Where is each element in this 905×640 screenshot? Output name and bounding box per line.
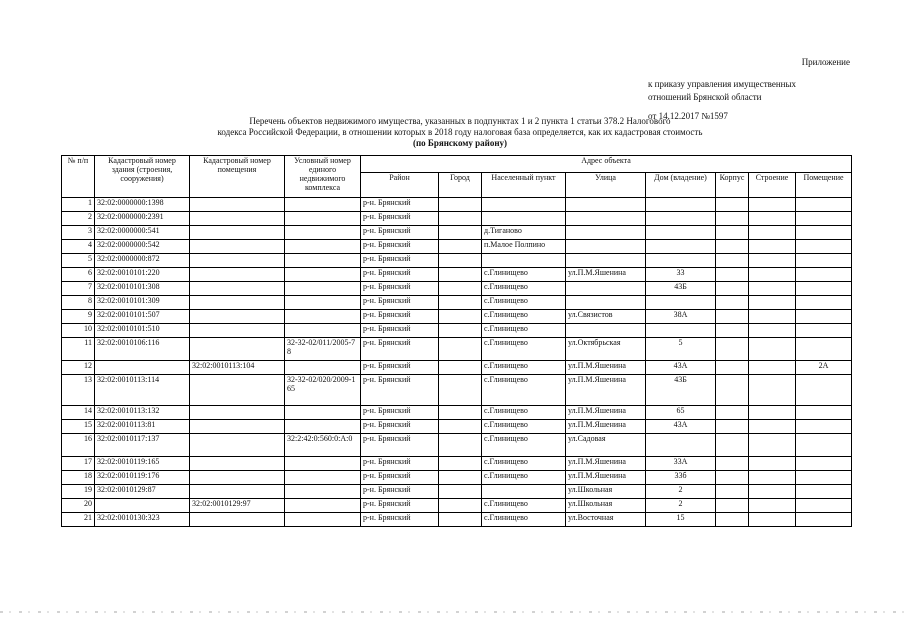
table-row bbox=[62, 240, 852, 254]
cell-premise bbox=[796, 338, 852, 361]
cell-district: р-н. Брянский bbox=[361, 485, 439, 499]
cell-room bbox=[190, 324, 285, 338]
cell-house bbox=[646, 240, 716, 254]
cell-room bbox=[190, 513, 285, 527]
cell-city bbox=[439, 296, 482, 310]
cell-complex bbox=[285, 471, 361, 485]
cell-complex bbox=[285, 485, 361, 499]
cell-city bbox=[439, 226, 482, 240]
cell-korpus bbox=[716, 434, 749, 457]
header-premise: Помещение bbox=[796, 173, 852, 198]
cell-street: ул.Школьная bbox=[566, 499, 646, 513]
cell-n: 7 bbox=[62, 282, 95, 296]
cell-korpus bbox=[716, 338, 749, 361]
cell-n: 9 bbox=[62, 310, 95, 324]
cell-building: 32:02:0000000:542 bbox=[95, 240, 190, 254]
cell-n: 15 bbox=[62, 420, 95, 434]
cell-street: ул.П.М.Яшенина bbox=[566, 420, 646, 434]
cell-room bbox=[190, 338, 285, 361]
cell-korpus bbox=[716, 212, 749, 226]
cell-n: 12 bbox=[62, 361, 95, 375]
table-row bbox=[62, 198, 852, 212]
cell-room bbox=[190, 485, 285, 499]
cell-premise bbox=[796, 434, 852, 457]
cell-settlement: с.Глинищево bbox=[482, 324, 566, 338]
cell-settlement bbox=[482, 254, 566, 268]
cell-street bbox=[566, 324, 646, 338]
cell-settlement: с.Глинищево bbox=[482, 499, 566, 513]
cell-street: ул.Школьная bbox=[566, 485, 646, 499]
cell-district: р-н. Брянский bbox=[361, 240, 439, 254]
cell-n: 21 bbox=[62, 513, 95, 527]
cell-street: ул.П.М.Яшенина bbox=[566, 361, 646, 375]
cell-street: ул.Садовая bbox=[566, 434, 646, 457]
cell-house: 43Б bbox=[646, 282, 716, 296]
cell-house: 43Б bbox=[646, 375, 716, 406]
cell-building: 32:02:0010113:114 bbox=[95, 375, 190, 406]
cell-n: 20 bbox=[62, 499, 95, 513]
cell-building bbox=[95, 361, 190, 375]
cell-street bbox=[566, 226, 646, 240]
header-korpus: Корпус bbox=[716, 173, 749, 198]
cell-building: 32:02:0000000:1398 bbox=[95, 198, 190, 212]
cell-house: 43А bbox=[646, 420, 716, 434]
cell-building: 32:02:0010113:81 bbox=[95, 420, 190, 434]
cell-korpus bbox=[716, 499, 749, 513]
cell-complex bbox=[285, 212, 361, 226]
cell-street bbox=[566, 282, 646, 296]
cell-settlement: д.Тиганово bbox=[482, 226, 566, 240]
table-row bbox=[62, 324, 852, 338]
table-row bbox=[62, 471, 852, 485]
cell-city bbox=[439, 361, 482, 375]
header-complex-number: Условный номер единого недвижимого комплекса bbox=[285, 156, 361, 198]
cell-premise bbox=[796, 226, 852, 240]
cell-premise bbox=[796, 457, 852, 471]
cell-building: 32:02:0010119:176 bbox=[95, 471, 190, 485]
cell-district: р-н. Брянский bbox=[361, 406, 439, 420]
table-row bbox=[62, 226, 852, 240]
cell-settlement: с.Глинищево bbox=[482, 457, 566, 471]
cell-building: 32:02:0010101:220 bbox=[95, 268, 190, 282]
cell-room bbox=[190, 226, 285, 240]
cell-house: 5 bbox=[646, 338, 716, 361]
cell-street bbox=[566, 240, 646, 254]
cell-structure bbox=[749, 457, 796, 471]
cell-room bbox=[190, 457, 285, 471]
cell-settlement: с.Глинищево bbox=[482, 513, 566, 527]
cell-premise bbox=[796, 471, 852, 485]
cell-premise bbox=[796, 324, 852, 338]
cell-n: 18 bbox=[62, 471, 95, 485]
table-row bbox=[62, 282, 852, 296]
cell-house: 33б bbox=[646, 471, 716, 485]
cell-settlement bbox=[482, 212, 566, 226]
cell-premise bbox=[796, 513, 852, 527]
cell-city bbox=[439, 375, 482, 406]
table-row bbox=[62, 296, 852, 310]
cell-room bbox=[190, 198, 285, 212]
table-row bbox=[62, 375, 852, 406]
cell-complex bbox=[285, 499, 361, 513]
cell-n: 14 bbox=[62, 406, 95, 420]
cell-complex: 32-32-02/011/2005-78 bbox=[285, 338, 361, 361]
cell-district: р-н. Брянский bbox=[361, 471, 439, 485]
cell-korpus bbox=[716, 420, 749, 434]
cell-n: 13 bbox=[62, 375, 95, 406]
cell-city bbox=[439, 338, 482, 361]
cell-complex bbox=[285, 310, 361, 324]
cell-district: р-н. Брянский bbox=[361, 361, 439, 375]
table-row bbox=[62, 268, 852, 282]
cell-district: р-н. Брянский bbox=[361, 324, 439, 338]
cell-premise bbox=[796, 420, 852, 434]
cell-room bbox=[190, 406, 285, 420]
cell-settlement: с.Глинищево bbox=[482, 420, 566, 434]
cell-city bbox=[439, 471, 482, 485]
cell-structure bbox=[749, 212, 796, 226]
cell-building: 32:02:0000000:2391 bbox=[95, 212, 190, 226]
cell-n: 16 bbox=[62, 434, 95, 457]
table-row bbox=[62, 212, 852, 226]
cell-city bbox=[439, 324, 482, 338]
cell-premise: 2А bbox=[796, 361, 852, 375]
cell-city bbox=[439, 420, 482, 434]
cell-structure bbox=[749, 296, 796, 310]
cell-premise bbox=[796, 406, 852, 420]
cell-structure bbox=[749, 310, 796, 324]
cell-structure bbox=[749, 268, 796, 282]
cell-street: ул.Связистов bbox=[566, 310, 646, 324]
cell-room bbox=[190, 240, 285, 254]
table-row bbox=[62, 457, 852, 471]
cell-district: р-н. Брянский bbox=[361, 375, 439, 406]
cell-complex bbox=[285, 282, 361, 296]
cell-city bbox=[439, 499, 482, 513]
cell-korpus bbox=[716, 375, 749, 406]
title-line-3: (по Брянскому району) bbox=[412, 138, 508, 148]
cell-structure bbox=[749, 254, 796, 268]
cell-korpus bbox=[716, 240, 749, 254]
cell-korpus bbox=[716, 324, 749, 338]
cell-district: р-н. Брянский bbox=[361, 282, 439, 296]
cell-structure bbox=[749, 485, 796, 499]
cell-structure bbox=[749, 338, 796, 361]
table-row bbox=[62, 361, 852, 375]
cell-house: 43А bbox=[646, 361, 716, 375]
cell-street bbox=[566, 296, 646, 310]
cell-room bbox=[190, 471, 285, 485]
cell-structure bbox=[749, 361, 796, 375]
cell-district: р-н. Брянский bbox=[361, 254, 439, 268]
cell-n: 5 bbox=[62, 254, 95, 268]
cell-building: 32:02:0010101:308 bbox=[95, 282, 190, 296]
header-house: Дом (владение) bbox=[646, 173, 716, 198]
cell-city bbox=[439, 310, 482, 324]
cell-district: р-н. Брянский bbox=[361, 226, 439, 240]
cell-structure bbox=[749, 240, 796, 254]
cell-premise bbox=[796, 198, 852, 212]
cell-building: 32:02:0010119:165 bbox=[95, 457, 190, 471]
cell-complex bbox=[285, 268, 361, 282]
cell-n: 19 bbox=[62, 485, 95, 499]
cell-street bbox=[566, 254, 646, 268]
table-row bbox=[62, 485, 852, 499]
cell-district: р-н. Брянский bbox=[361, 338, 439, 361]
cell-korpus bbox=[716, 282, 749, 296]
cell-settlement: с.Глинищево bbox=[482, 471, 566, 485]
cell-premise bbox=[796, 296, 852, 310]
cell-house: 33 bbox=[646, 268, 716, 282]
header-settlement: Населенный пункт bbox=[482, 173, 566, 198]
appendix-block bbox=[648, 56, 850, 123]
cell-structure bbox=[749, 198, 796, 212]
cell-premise bbox=[796, 268, 852, 282]
cell-complex bbox=[285, 240, 361, 254]
cell-street: ул.П.М.Яшенина bbox=[566, 268, 646, 282]
cell-house: 2 bbox=[646, 485, 716, 499]
appendix-label: Приложение bbox=[801, 57, 850, 67]
cell-korpus bbox=[716, 513, 749, 527]
cell-n: 6 bbox=[62, 268, 95, 282]
cell-korpus bbox=[716, 198, 749, 212]
cell-complex bbox=[285, 296, 361, 310]
cell-complex bbox=[285, 198, 361, 212]
cell-n: 4 bbox=[62, 240, 95, 254]
cell-building: 32:02:0010101:309 bbox=[95, 296, 190, 310]
header-city: Город bbox=[439, 173, 482, 198]
cell-premise bbox=[796, 282, 852, 296]
cell-street: ул.Октябрьская bbox=[566, 338, 646, 361]
cell-complex: 32-32-02/020/2009-165 bbox=[285, 375, 361, 406]
table-row bbox=[62, 338, 852, 361]
scan-artifact bbox=[0, 611, 905, 613]
cell-house: 65 bbox=[646, 406, 716, 420]
cell-room: 32:02:0010129:97 bbox=[190, 499, 285, 513]
cell-district: р-н. Брянский bbox=[361, 296, 439, 310]
cell-district: р-н. Брянский bbox=[361, 499, 439, 513]
cell-complex bbox=[285, 324, 361, 338]
cell-street: ул.П.М.Яшенина bbox=[566, 457, 646, 471]
cell-complex bbox=[285, 420, 361, 434]
cell-settlement: п.Малое Полпино bbox=[482, 240, 566, 254]
table-body bbox=[62, 198, 852, 527]
cell-structure bbox=[749, 420, 796, 434]
cell-structure bbox=[749, 499, 796, 513]
cell-structure bbox=[749, 471, 796, 485]
cell-city bbox=[439, 254, 482, 268]
cell-house: 15 bbox=[646, 513, 716, 527]
cell-building bbox=[95, 499, 190, 513]
cell-premise bbox=[796, 485, 852, 499]
appendix-agency-line: отношений Брянской области bbox=[648, 92, 762, 102]
cell-structure bbox=[749, 406, 796, 420]
cell-korpus bbox=[716, 471, 749, 485]
cell-building: 32:02:0010106:116 bbox=[95, 338, 190, 361]
cell-building: 32:02:0010101:510 bbox=[95, 324, 190, 338]
cell-premise bbox=[796, 254, 852, 268]
cell-settlement: с.Глинищево bbox=[482, 434, 566, 457]
table-row bbox=[62, 254, 852, 268]
cell-complex: 32:2:42:0:560:0:А:0 bbox=[285, 434, 361, 457]
cell-korpus bbox=[716, 310, 749, 324]
cell-n: 2 bbox=[62, 212, 95, 226]
cell-building: 32:02:0010130:323 bbox=[95, 513, 190, 527]
cell-korpus bbox=[716, 296, 749, 310]
cell-structure bbox=[749, 226, 796, 240]
header-room-cadastral: Кадастровый номер помещения bbox=[190, 156, 285, 198]
cell-room bbox=[190, 434, 285, 457]
appendix-order-line: к приказу управления имущественных bbox=[648, 79, 797, 89]
cell-street: ул.П.М.Яшенина bbox=[566, 471, 646, 485]
cell-city bbox=[439, 457, 482, 471]
cell-n: 3 bbox=[62, 226, 95, 240]
cell-korpus bbox=[716, 268, 749, 282]
cell-complex bbox=[285, 226, 361, 240]
cell-settlement: с.Глинищево bbox=[482, 361, 566, 375]
cell-settlement bbox=[482, 198, 566, 212]
table-row bbox=[62, 310, 852, 324]
cell-settlement: с.Глинищево bbox=[482, 310, 566, 324]
cell-street bbox=[566, 212, 646, 226]
cell-settlement: с.Глинищево bbox=[482, 282, 566, 296]
cell-district: р-н. Брянский bbox=[361, 420, 439, 434]
cell-structure bbox=[749, 513, 796, 527]
cell-n: 11 bbox=[62, 338, 95, 361]
cell-building: 32:02:0010113:132 bbox=[95, 406, 190, 420]
cell-premise bbox=[796, 499, 852, 513]
cell-room bbox=[190, 310, 285, 324]
cell-house bbox=[646, 226, 716, 240]
cell-street: ул.П.М.Яшенина bbox=[566, 406, 646, 420]
cell-n: 17 bbox=[62, 457, 95, 471]
cell-district: р-н. Брянский bbox=[361, 198, 439, 212]
cell-room bbox=[190, 268, 285, 282]
cell-room bbox=[190, 420, 285, 434]
title-line-1: Перечень объектов недвижимого имущества, указанных в подпунктах 1 и 2 пункта 1 статьи 378.2 Налогового bbox=[249, 116, 671, 126]
cell-room bbox=[190, 254, 285, 268]
table-row bbox=[62, 513, 852, 527]
property-table bbox=[61, 155, 852, 527]
cell-city bbox=[439, 268, 482, 282]
cell-city bbox=[439, 513, 482, 527]
cell-korpus bbox=[716, 226, 749, 240]
cell-street: ул.П.М.Яшенина bbox=[566, 375, 646, 406]
appendix-date-line: от 14.12.2017 №1597 bbox=[648, 111, 728, 121]
cell-premise bbox=[796, 212, 852, 226]
cell-district: р-н. Брянский bbox=[361, 513, 439, 527]
cell-building: 32:02:0010117:137 bbox=[95, 434, 190, 457]
cell-house bbox=[646, 254, 716, 268]
cell-room bbox=[190, 212, 285, 226]
cell-n: 10 bbox=[62, 324, 95, 338]
header-street: Улица bbox=[566, 173, 646, 198]
cell-district: р-н. Брянский bbox=[361, 212, 439, 226]
cell-complex bbox=[285, 254, 361, 268]
cell-n: 1 bbox=[62, 198, 95, 212]
cell-city bbox=[439, 485, 482, 499]
cell-building: 32:02:0000000:541 bbox=[95, 226, 190, 240]
cell-complex bbox=[285, 513, 361, 527]
cell-building: 32:02:0010101:507 bbox=[95, 310, 190, 324]
cell-district: р-н. Брянский bbox=[361, 457, 439, 471]
cell-premise bbox=[796, 310, 852, 324]
cell-n: 8 bbox=[62, 296, 95, 310]
header-building-cadastral: Кадастровый номер здания (строения, сооружения) bbox=[95, 156, 190, 198]
cell-settlement bbox=[482, 485, 566, 499]
cell-korpus bbox=[716, 361, 749, 375]
cell-house: 33А bbox=[646, 457, 716, 471]
cell-structure bbox=[749, 375, 796, 406]
cell-structure bbox=[749, 324, 796, 338]
cell-city bbox=[439, 240, 482, 254]
cell-house bbox=[646, 324, 716, 338]
header-structure: Строение bbox=[749, 173, 796, 198]
cell-city bbox=[439, 434, 482, 457]
cell-settlement: с.Глинищево bbox=[482, 406, 566, 420]
header-address: Адрес объекта bbox=[361, 156, 852, 173]
header-num: № п/п bbox=[62, 156, 95, 198]
cell-district: р-н. Брянский bbox=[361, 310, 439, 324]
cell-street bbox=[566, 198, 646, 212]
cell-district: р-н. Брянский bbox=[361, 434, 439, 457]
cell-complex bbox=[285, 457, 361, 471]
cell-structure bbox=[749, 282, 796, 296]
cell-house: 38А bbox=[646, 310, 716, 324]
cell-korpus bbox=[716, 457, 749, 471]
cell-room bbox=[190, 282, 285, 296]
cell-korpus bbox=[716, 406, 749, 420]
cell-premise bbox=[796, 240, 852, 254]
cell-house bbox=[646, 434, 716, 457]
cell-city bbox=[439, 198, 482, 212]
table-row bbox=[62, 420, 852, 434]
cell-korpus bbox=[716, 254, 749, 268]
cell-building: 32:02:0000000:872 bbox=[95, 254, 190, 268]
cell-district: р-н. Брянский bbox=[361, 268, 439, 282]
cell-settlement: с.Глинищево bbox=[482, 375, 566, 406]
table-row bbox=[62, 434, 852, 457]
document-title bbox=[120, 116, 800, 149]
cell-street: ул.Восточная bbox=[566, 513, 646, 527]
cell-complex bbox=[285, 406, 361, 420]
title-line-2: кодекса Российской Федерации, в отношении которых в 2018 году налоговая база определяется, как их кадастровая стоимость bbox=[217, 127, 703, 137]
cell-settlement: с.Глинищево bbox=[482, 268, 566, 282]
cell-house: 2 bbox=[646, 499, 716, 513]
cell-building: 32:02:0010129:87 bbox=[95, 485, 190, 499]
cell-house bbox=[646, 296, 716, 310]
cell-house bbox=[646, 212, 716, 226]
cell-room bbox=[190, 296, 285, 310]
table-row bbox=[62, 499, 852, 513]
header-district: Район bbox=[361, 173, 439, 198]
cell-city bbox=[439, 282, 482, 296]
cell-complex bbox=[285, 361, 361, 375]
table-row bbox=[62, 406, 852, 420]
cell-structure bbox=[749, 434, 796, 457]
cell-city bbox=[439, 406, 482, 420]
cell-room bbox=[190, 375, 285, 406]
cell-city bbox=[439, 212, 482, 226]
cell-settlement: с.Глинищево bbox=[482, 296, 566, 310]
cell-settlement: с.Глинищево bbox=[482, 338, 566, 361]
cell-room: 32:02:0010113:104 bbox=[190, 361, 285, 375]
cell-premise bbox=[796, 375, 852, 406]
cell-house bbox=[646, 198, 716, 212]
cell-korpus bbox=[716, 485, 749, 499]
